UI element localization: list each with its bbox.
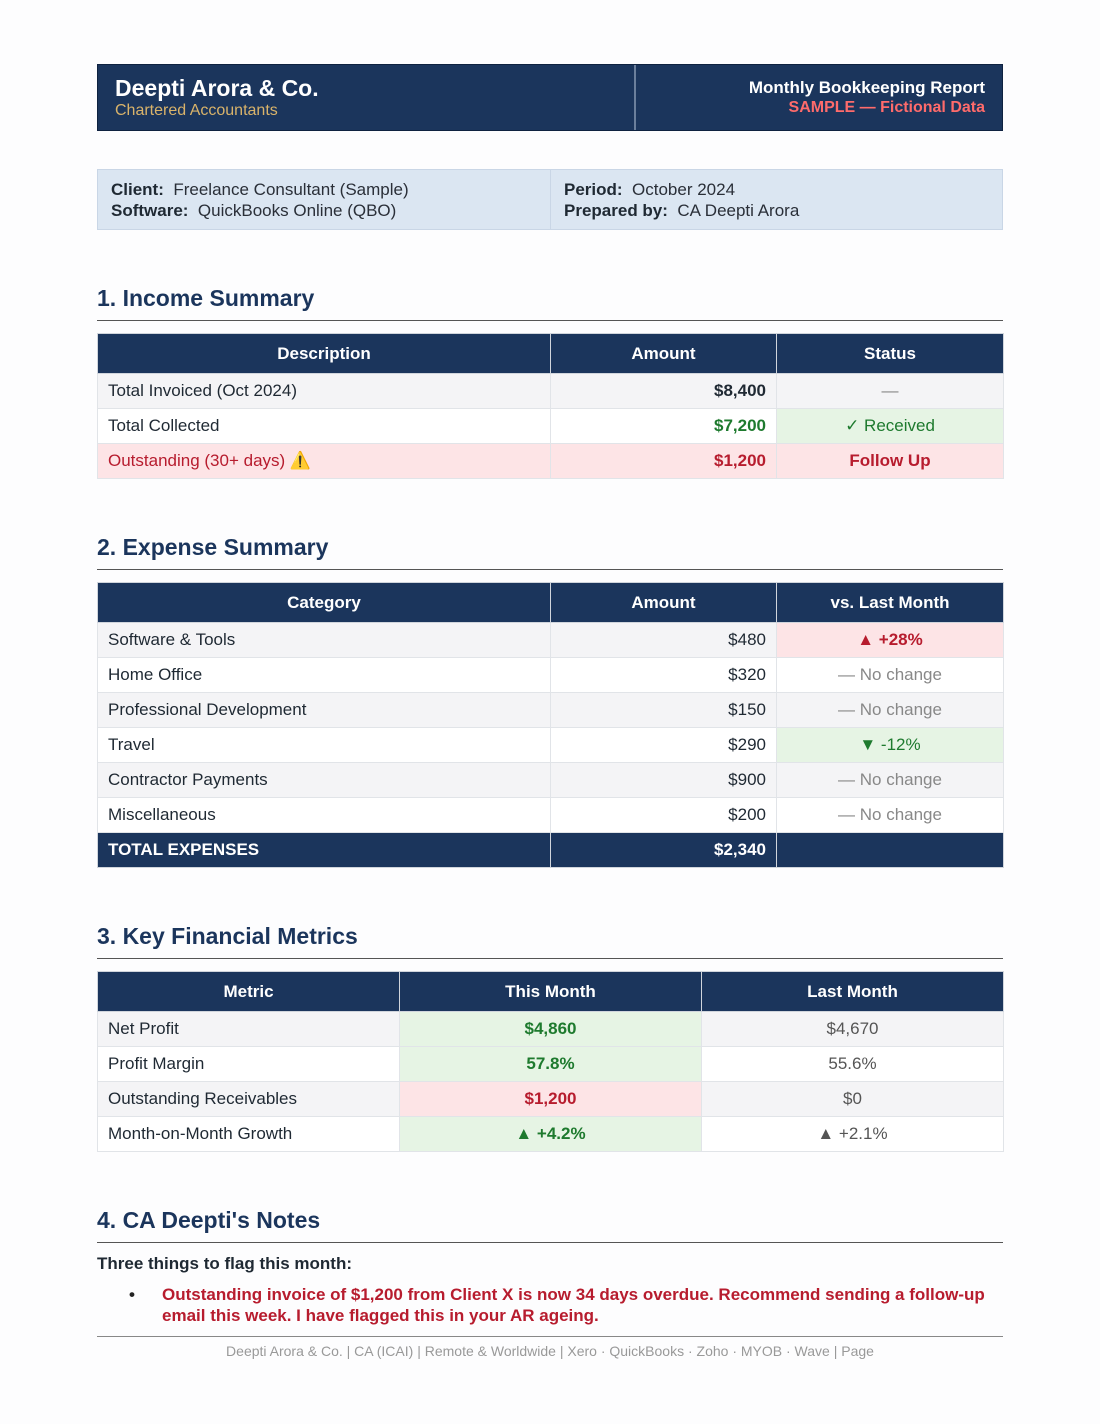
row-category: Miscellaneous <box>98 798 551 833</box>
row-status: Follow Up <box>777 444 1004 479</box>
software-value: QuickBooks Online (QBO) <box>197 201 397 220</box>
row-amount: $900 <box>551 763 777 798</box>
report-header <box>97 64 1003 131</box>
report-page <box>97 64 1003 1326</box>
row-status: ✓ Received <box>777 409 1004 444</box>
row-this-month: $4,860 <box>400 1012 702 1047</box>
row-metric: Outstanding Receivables <box>98 1082 400 1117</box>
report-subtitle: SAMPLE — Fictional Data <box>788 99 985 116</box>
table-row <box>98 1082 1004 1117</box>
row-change: — No change <box>777 693 1004 728</box>
row-amount: $7,200 <box>551 409 777 444</box>
table-header-row <box>98 972 1004 1012</box>
page-footer: Deepti Arora & Co. | CA (ICAI) | Remote & Worldwide | Xero · QuickBooks · Zoho · MYOB · Wave | Page <box>226 1343 874 1359</box>
prepared-by-label: Prepared by: <box>564 201 668 220</box>
column-header: Status <box>777 334 1004 374</box>
row-category: Professional Development <box>98 693 551 728</box>
firm-tagline: Chartered Accountants <box>115 102 278 119</box>
row-amount: $200 <box>551 798 777 833</box>
income-section-title: 1. Income Summary <box>97 285 1003 321</box>
column-header: This Month <box>400 972 702 1012</box>
total-amount: $2,340 <box>551 833 777 868</box>
row-amount: $1,200 <box>551 444 777 479</box>
row-this-month: ▲ +4.2% <box>400 1117 702 1152</box>
column-header: vs. Last Month <box>777 583 1004 623</box>
income-section <box>97 285 1003 479</box>
notes-subheading: Three things to flag this month: <box>97 1254 352 1273</box>
row-this-month: $1,200 <box>400 1082 702 1117</box>
table-row <box>98 658 1004 693</box>
client-info-box <box>97 169 1003 230</box>
row-last-month: $0 <box>702 1082 1004 1117</box>
table-row <box>98 1012 1004 1047</box>
table-header-row <box>98 334 1004 374</box>
column-header: Amount <box>551 334 777 374</box>
column-header: Metric <box>98 972 400 1012</box>
row-amount: $150 <box>551 693 777 728</box>
client-label: Client: <box>111 180 164 199</box>
row-change: ▲ +28% <box>777 623 1004 658</box>
expense-section <box>97 534 1003 868</box>
row-amount: $320 <box>551 658 777 693</box>
period-label: Period: <box>564 180 623 199</box>
total-expenses-row <box>98 833 1004 868</box>
row-this-month: 57.8% <box>400 1047 702 1082</box>
row-metric: Net Profit <box>98 1012 400 1047</box>
column-header: Last Month <box>702 972 1004 1012</box>
row-category: Contractor Payments <box>98 763 551 798</box>
period-value: October 2024 <box>632 180 736 199</box>
firm-name: Deepti Arora & Co. <box>115 75 319 101</box>
table-row <box>98 409 1004 444</box>
row-amount: $290 <box>551 728 777 763</box>
table-row-alert <box>98 444 1004 479</box>
expense-table <box>97 582 1004 868</box>
row-change: — No change <box>777 763 1004 798</box>
row-description: Total Collected <box>98 409 551 444</box>
table-row <box>98 798 1004 833</box>
row-amount: $8,400 <box>551 374 777 409</box>
row-metric: Month-on-Month Growth <box>98 1117 400 1152</box>
expense-section-title: 2. Expense Summary <box>97 534 1003 570</box>
table-row <box>98 374 1004 409</box>
row-last-month: 55.6% <box>702 1047 1004 1082</box>
column-header: Category <box>98 583 551 623</box>
footer-divider <box>97 1336 1003 1337</box>
row-change: — No change <box>777 798 1004 833</box>
column-header: Description <box>98 334 551 374</box>
client-value: Freelance Consultant (Sample) <box>173 180 409 199</box>
row-description: Total Invoiced (Oct 2024) <box>98 374 551 409</box>
row-category: Travel <box>98 728 551 763</box>
prepared-by-value: CA Deepti Arora <box>677 201 800 220</box>
metrics-table <box>97 971 1004 1152</box>
table-row <box>98 693 1004 728</box>
row-description: Outstanding (30+ days) ⚠️ <box>98 444 551 479</box>
row-category: Software & Tools <box>98 623 551 658</box>
row-last-month: $4,670 <box>702 1012 1004 1047</box>
column-header: Amount <box>551 583 777 623</box>
note-item: • Outstanding invoice of $1,200 from Client X is now 34 days overdue. Recommend sending a follow-up email this week. I have flagged this in your AR ageing. <box>162 1284 1003 1326</box>
notes-section <box>97 1207 1003 1326</box>
table-row <box>98 1047 1004 1082</box>
report-title: Monthly Bookkeeping Report <box>748 78 985 97</box>
client-info-left <box>98 170 550 229</box>
software-label: Software: <box>111 201 189 220</box>
row-change: — No change <box>777 658 1004 693</box>
total-label: TOTAL EXPENSES <box>98 833 551 868</box>
row-last-month: ▲ +2.1% <box>702 1117 1004 1152</box>
row-amount: $480 <box>551 623 777 658</box>
table-row <box>98 728 1004 763</box>
row-category: Home Office <box>98 658 551 693</box>
table-header-row <box>98 583 1004 623</box>
notes-list <box>97 1284 1003 1326</box>
report-title-block <box>636 65 1002 130</box>
total-empty-cell <box>777 833 1004 868</box>
client-info-right <box>550 170 1002 229</box>
table-row <box>98 623 1004 658</box>
table-row <box>98 763 1004 798</box>
table-row <box>98 1117 1004 1152</box>
income-table <box>97 333 1004 479</box>
firm-block <box>98 65 636 130</box>
row-metric: Profit Margin <box>98 1047 400 1082</box>
row-change: ▼ -12% <box>777 728 1004 763</box>
row-status: — <box>777 374 1004 409</box>
notes-section-title: 4. CA Deepti's Notes <box>97 1207 1003 1243</box>
metrics-section <box>97 923 1003 1152</box>
metrics-section-title: 3. Key Financial Metrics <box>97 923 1003 959</box>
